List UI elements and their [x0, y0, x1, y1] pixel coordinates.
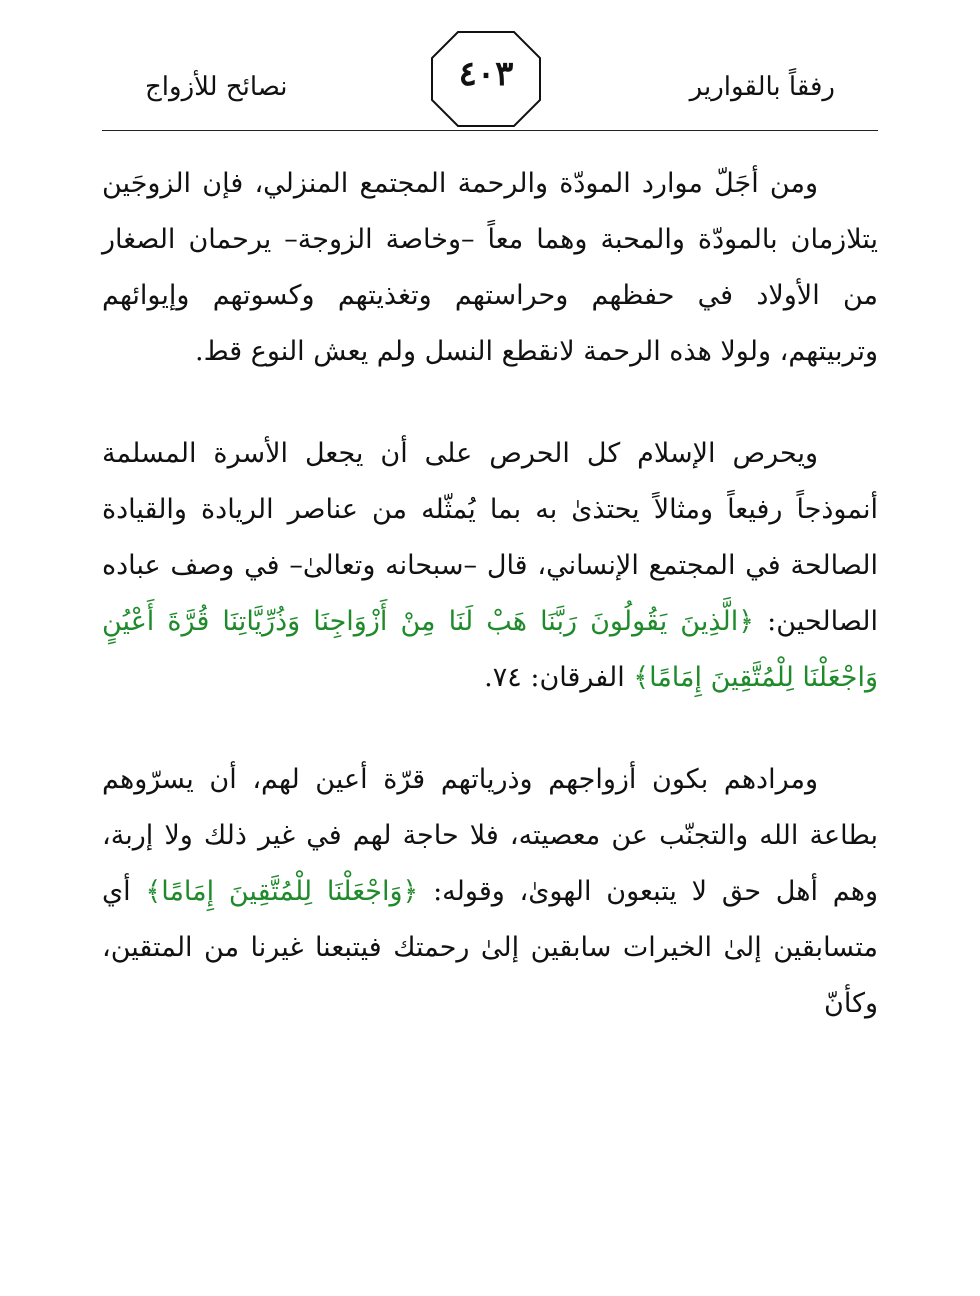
page-header: [0, 0, 980, 132]
book-title: رفقاً بالقوارير: [689, 72, 835, 102]
paragraph-text: ومرادهم بكون أزواجهم وذرياتهم قرّة أعين لهم، أن يسرّوهم بطاعة الله والتجنّب عن معصيته، فلا حاجة لهم في غير ذلك ولا إربة، وهم أهل حق لا يتبعون الهوىٰ، وقوله:: [102, 764, 878, 907]
quran-verse: ﴿وَاجْعَلْنَا لِلْمُتَّقِينَ إِمَامًا﴾: [145, 876, 419, 907]
paragraph-text: أي متسابقين إلىٰ الخيرات سابقين إلىٰ رحمتك فيتبعنا غيرنا من المتقين، وكأنّ: [102, 876, 878, 1019]
page-number-badge: [428, 28, 544, 130]
paragraph-2: [102, 426, 878, 706]
paragraph-text: ويحرص الإسلام كل الحرص على أن يجعل الأسرة المسلمة أنموذجاً رفيعاً ومثالاً يحتذىٰ به بما يُمثّله من عناصر الريادة والقيادة الصالحة في المجتمع الإنساني، قال –سبحانه وتعالىٰ– في وصف عباده الصالحين:: [102, 438, 878, 637]
paragraph-1: [102, 156, 878, 380]
paragraph-3: [102, 752, 878, 1032]
quran-verse: ﴿الَّذِينَ يَقُولُونَ رَبَّنَا هَبْ لَنَا مِنْ أَزْوَاجِنَا وَذُرِّيَّاتِنَا قُرَّةَ أَعْيُنٍ وَاجْعَلْنَا لِلْمُتَّقِينَ إِمَامًا﴾: [102, 606, 878, 693]
header-divider: [102, 130, 878, 131]
chapter-title: نصائح للأزواج: [145, 72, 288, 102]
page-body: [102, 156, 878, 1032]
page-number: ٤٠٣: [458, 54, 514, 94]
verse-reference: الفرقان: ٧٤.: [484, 662, 634, 693]
paragraph-text: ومن أجَلّ موارد المودّة والرحمة المجتمع المنزلي، فإن الزوجَين يتلازمان بالمودّة والمحبة وهما معاً –وخاصة الزوجة– يرحمان الصغار من الأولاد في حفظهم وحراستهم وتغذيتهم وكسوتهم وإيوائهم وتربيتهم، ولولا هذه الرحمة لانقطع النسل ولم يعش النوع قط.: [102, 168, 878, 367]
